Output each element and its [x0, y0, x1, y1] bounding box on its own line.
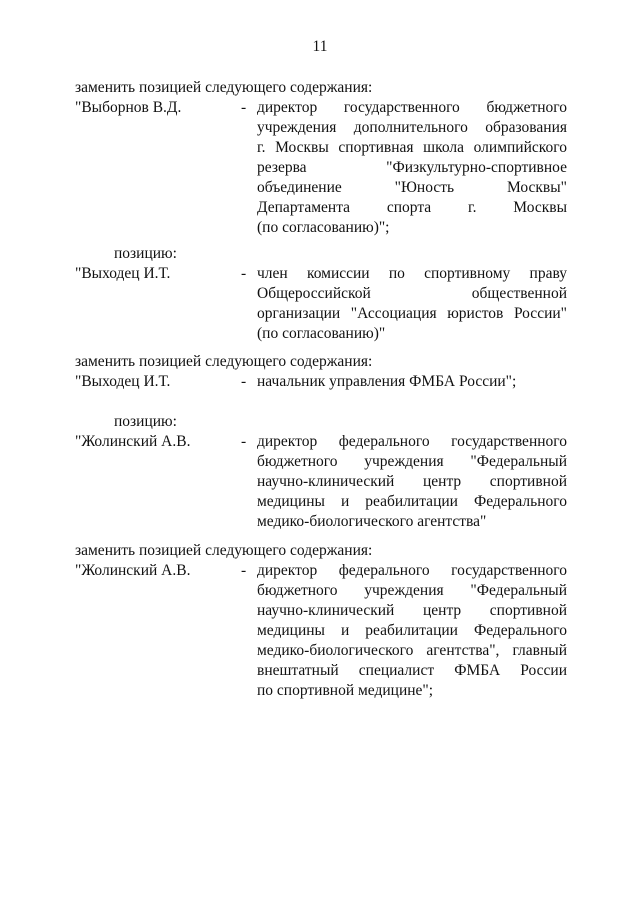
person-position — [257, 98, 567, 238]
position-line: Департамента спорта г. Москвы — [257, 199, 567, 216]
lead-text: позицию: — [114, 245, 177, 262]
position-line: медико-биологического агентства" — [257, 513, 487, 530]
page-number: 11 — [312, 38, 328, 55]
person-name: "Жолинский А.В. — [75, 433, 191, 450]
position-line: медико-биологического агентства", главный — [257, 642, 567, 659]
position-line: бюджетного учреждения "Федеральный — [257, 582, 567, 599]
entry-dash: - — [241, 433, 247, 450]
amendment-block — [75, 541, 567, 701]
position-line: бюджетного учреждения "Федеральный — [257, 453, 567, 470]
position-line: директор государственного бюджетного — [257, 99, 567, 116]
position-line: научно-клинический центр спортивной — [257, 473, 567, 490]
entry-dash: - — [241, 562, 247, 579]
entry-dash: - — [241, 99, 247, 116]
person-entry — [75, 372, 567, 392]
entry-dash: - — [241, 265, 247, 282]
position-line: директор федерального государственного — [257, 562, 567, 579]
person-name: "Выборнов В.Д. — [75, 99, 182, 116]
position-line: (по согласованию)"; — [257, 219, 390, 236]
position-line: (по согласованию)" — [257, 325, 386, 342]
position-line: начальник управления ФМБА России"; — [257, 373, 517, 390]
position-line: Общероссийской общественной — [257, 285, 567, 302]
person-name: "Выходец И.Т. — [75, 373, 171, 390]
position-line: медицины и реабилитации Федерального — [257, 622, 567, 639]
position-line: резерва "Физкультурно-спортивное — [257, 159, 567, 176]
amendment-block — [75, 78, 567, 238]
person-name: "Выходец И.Т. — [75, 265, 171, 282]
position-line: директор федерального государственного — [257, 433, 567, 450]
position-line: организации "Ассоциация юристов России" — [257, 305, 567, 322]
person-entry — [75, 432, 567, 532]
amendment-block — [75, 412, 567, 532]
lead-text: заменить позицией следующего содержания: — [75, 542, 373, 559]
lead-text: позицию: — [114, 413, 177, 430]
person-position — [257, 561, 567, 701]
person-name: "Жолинский А.В. — [75, 562, 191, 579]
position-line: медицины и реабилитации Федерального — [257, 493, 567, 510]
position-line: член комиссии по спортивному праву — [257, 265, 567, 282]
entry-dash: - — [241, 373, 247, 390]
position-line: внештатный специалист ФМБА России — [257, 662, 567, 679]
position-line: учреждения дополнительного образования — [257, 119, 567, 136]
person-entry — [75, 561, 567, 701]
position-line: научно-клинический центр спортивной — [257, 602, 567, 619]
amendment-block — [75, 244, 567, 344]
position-line: по спортивной медицине"; — [257, 682, 434, 699]
person-position — [257, 432, 567, 532]
lead-text: заменить позицией следующего содержания: — [75, 79, 373, 96]
person-entry — [75, 98, 567, 238]
person-position — [257, 264, 567, 344]
lead-text: заменить позицией следующего содержания: — [75, 353, 373, 370]
person-position — [257, 372, 567, 392]
amendment-block — [75, 352, 567, 392]
person-entry — [75, 264, 567, 344]
position-line: объединение "Юность Москвы" — [257, 179, 567, 196]
position-line: г. Москвы спортивная школа олимпийского — [257, 139, 567, 156]
